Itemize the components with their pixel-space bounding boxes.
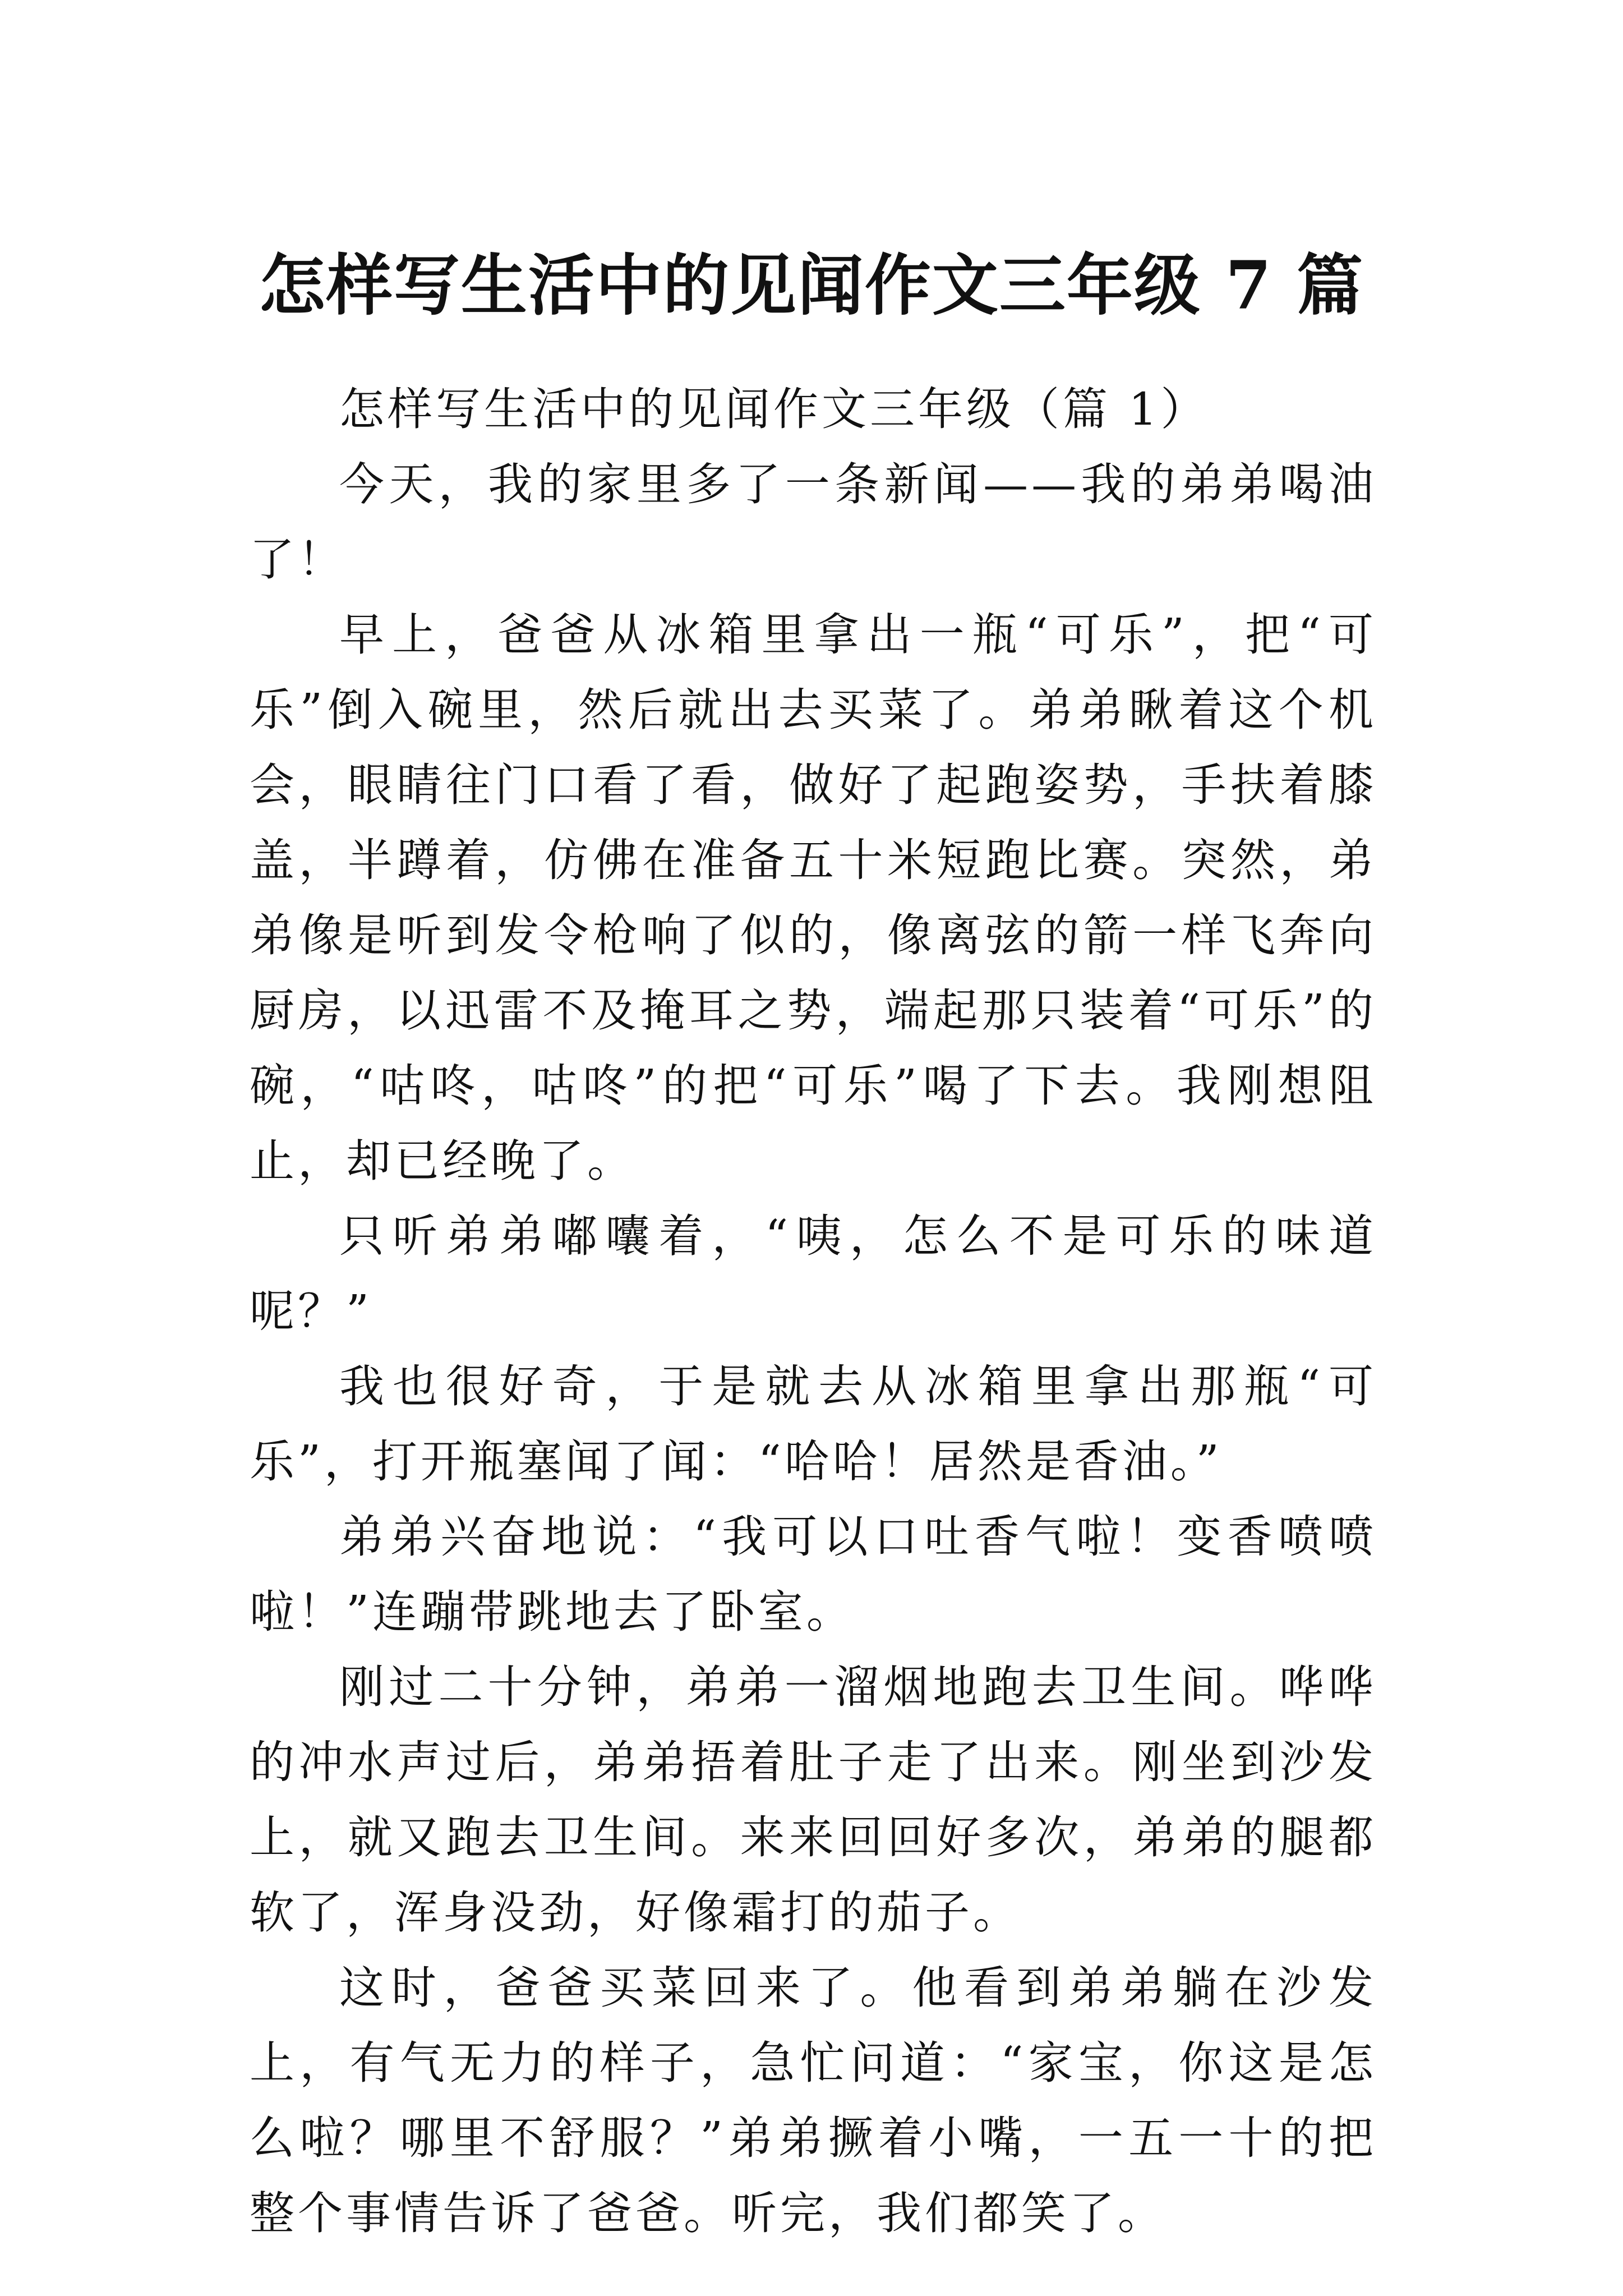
- paragraph: 今天，我的家里多了一条新闻——我的弟弟喝油了！: [250, 458, 1377, 586]
- section-heading: 怎样写生活中的见闻作文三年级（篇 1）: [339, 383, 1209, 435]
- document-body: [250, 372, 1377, 2251]
- paragraph: 弟弟兴奋地说：“我可以口吐香气啦！变香喷喷啦！”连蹦带跳地去了卧室。: [250, 1511, 1377, 1638]
- paragraph: 只听弟弟嘟囔着，“咦，怎么不是可乐的味道呢？”: [250, 1210, 1377, 1337]
- paragraph: 刚过二十分钟，弟弟一溜烟地跑去卫生间。哗哗的冲水声过后，弟弟捂着肚子走了出来。刚坐到沙发上，就又跑去卫生间。来来回回好多次，弟弟的腿都软了，浑身没劲，好像霜打的茄子。: [250, 1661, 1377, 1939]
- paragraph: 这时，爸爸买菜回来了。他看到弟弟躺在沙发上，有气无力的样子，急忙问道：“家宝，你这是怎么啦？哪里不舒服？”弟弟撅着小嘴，一五一十的把整个事情告诉了爸爸。听完，我们都笑了。: [250, 1962, 1377, 2239]
- paragraph: 我也很好奇，于是就去从冰箱里拿出那瓶“可乐”，打开瓶塞闻了闻：“哈哈！居然是香油。”: [250, 1360, 1377, 1488]
- document-title: 怎样写生活中的见闻作文三年级 7 篇: [259, 246, 1364, 325]
- paragraph: 早上，爸爸从冰箱里拿出一瓶“可乐”，把“可乐”倒入碗里，然后就出去买菜了。弟弟瞅着这个机会，眼睛往门口看了看，做好了起跑姿势，手扶着膝盖，半蹲着，仿佛在准备五十米短跑比赛。突然，弟弟像是听到发令枪响了似的，像离弦的箭一样飞奔向厨房，以迅雷不及掩耳之势，端起那只装着“可乐”的碗，“咕咚，咕咚”的把“可乐”喝了下去。我刚想阻止，却已经晚了。: [250, 609, 1377, 1187]
